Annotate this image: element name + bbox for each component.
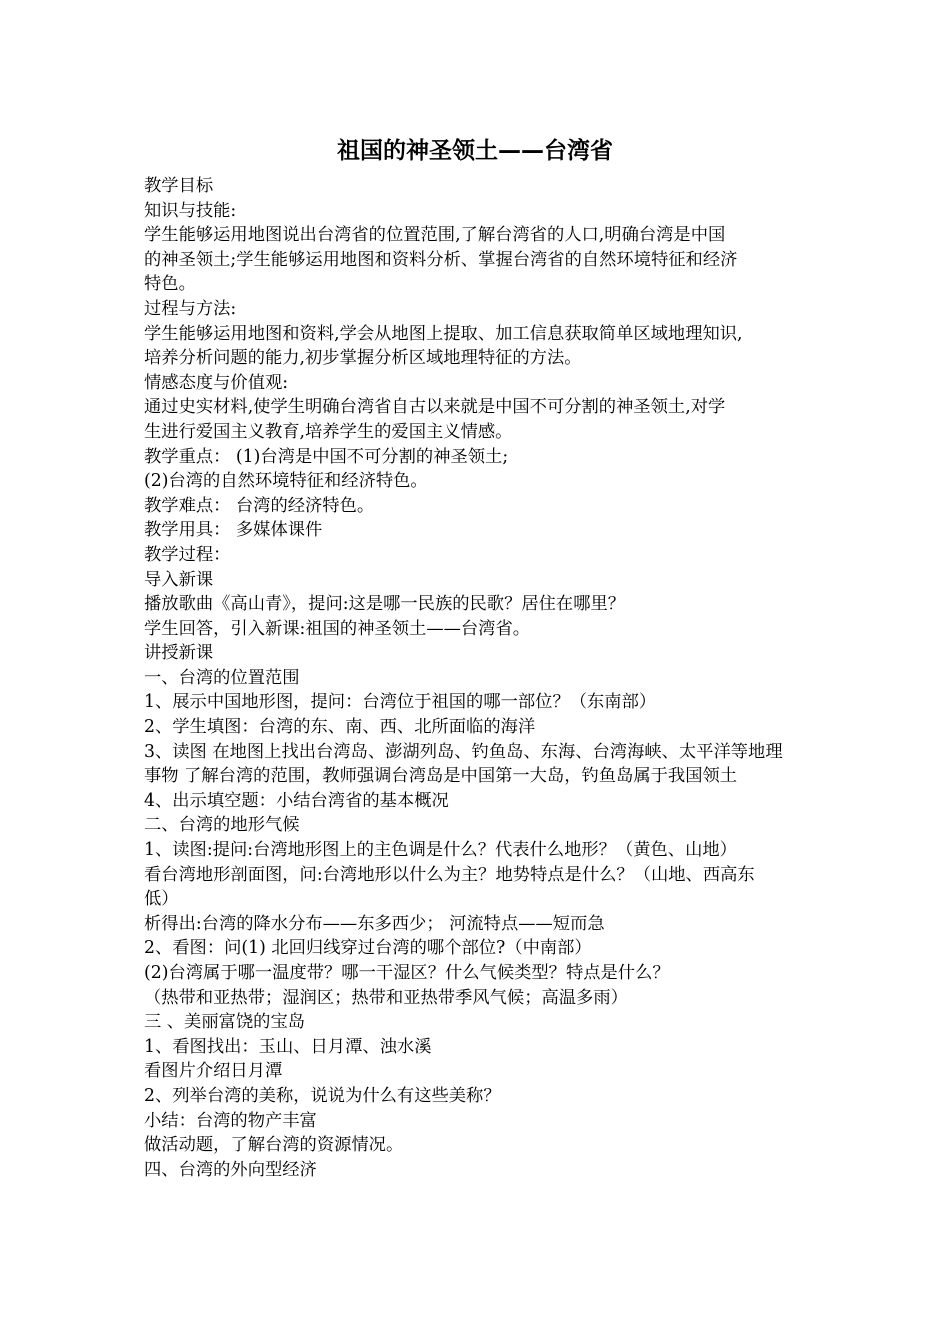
text-line: 导入新课	[144, 569, 214, 590]
text-line: 2、学生填图：台湾的东、南、西、北所面临的海洋	[144, 717, 536, 738]
text-line: (2)台湾的自然环境特征和经济特色。	[144, 471, 428, 492]
text-line: 教学过程：	[144, 544, 231, 565]
text-line: 通过史实材料,使学生明确台湾省自古以来就是中国不可分割的神圣领土,对学	[144, 397, 726, 418]
text-line: 教学重点： (1)台湾是中国不可分割的神圣领土;	[144, 446, 509, 467]
text-line: 教学目标	[144, 176, 214, 196]
text-line: 看图片介绍日月潭	[144, 1061, 283, 1082]
text-line: 播放歌曲《高山青》，提问:这是哪一民族的民歌？居住在哪里？	[144, 594, 626, 615]
document-title: 祖国的神圣领土——台湾省	[337, 138, 613, 164]
text-line: 教学难点： 台湾的经济特色。	[144, 495, 375, 516]
text-line: 特色。	[144, 274, 196, 295]
text-line: 4、出示填空题：小结台湾省的基本概况	[144, 790, 449, 811]
text-line: 学生能够运用地图和资料,学会从地图上提取、加工信息获取简单区域地理知识,	[144, 323, 743, 344]
text-line: 三 、美丽富饶的宝岛	[144, 1012, 306, 1033]
text-line: 3、读图 在地图上找出台湾岛、澎湖列岛、钓鱼岛、东海、台湾海峡、太平洋等地理	[144, 741, 783, 762]
text-line: 2、看图：问(1) 北回归线穿过台湾的哪个部位?（中南部）	[144, 938, 592, 959]
text-line: 事物 了解台湾的范围，教师强调台湾岛是中国第一大岛，钓鱼岛属于我国领土	[144, 766, 738, 787]
text-line: 的神圣领土;学生能够运用地图和资料分析、掌握台湾省的自然环境特征和经济	[144, 249, 738, 270]
text-line: (2)台湾属于哪一温度带？哪一干湿区？什么气候类型？特点是什么？	[144, 963, 670, 983]
text-line: 小结：台湾的物产丰富	[144, 1110, 317, 1131]
text-line: 生进行爱国主义教育,培养学生的爱国主义情感。	[144, 421, 513, 442]
text-line: 过程与方法:	[144, 298, 237, 319]
text-line: 一、台湾的位置范围	[144, 667, 300, 688]
text-line: 析得出:台湾的降水分布——东多西少； 河流特点——短而急	[144, 913, 605, 934]
text-line: 知识与技能:	[144, 200, 237, 221]
text-line: 看台湾地形剖面图，问:台湾地形以什么为主？地势特点是什么？（山地、西高东	[144, 864, 755, 885]
text-line: 学生回答，引入新课:祖国的神圣领土——台湾省。	[144, 618, 531, 639]
text-line: 1、展示中国地形图，提问：台湾位于祖国的哪一部位？（东南部）	[144, 692, 657, 713]
document-body	[144, 174, 814, 1182]
text-line: 2、列举台湾的美称，说说为什么有这些美称？	[144, 1085, 501, 1106]
text-line: （热带和亚热带；湿润区；热带和亚热带季风气候；高温多雨）	[144, 987, 628, 1008]
text-line: 四、台湾的外向型经济	[144, 1159, 317, 1180]
text-line: 讲授新课	[144, 643, 214, 664]
text-line: 学生能够运用地图说出台湾省的位置范围,了解台湾省的人口,明确台湾是中国	[144, 225, 726, 246]
text-line: 低）	[144, 889, 179, 910]
text-line: 情感态度与价值观:	[144, 372, 289, 393]
text-line: 做活动题，了解台湾的资源情况。	[144, 1135, 404, 1156]
text-line: 1、读图:提问:台湾地形图上的主色调是什么？代表什么地形？（黄色、山地）	[144, 840, 737, 861]
text-line: 培养分析问题的能力,初步掌握分析区域地理特征的方法。	[144, 348, 582, 369]
text-line: 1、看图找出：玉山、日月潭、浊水溪	[144, 1036, 432, 1057]
text-line: 二、台湾的地形气候	[144, 815, 300, 836]
text-line: 教学用具： 多媒体课件	[144, 520, 323, 541]
